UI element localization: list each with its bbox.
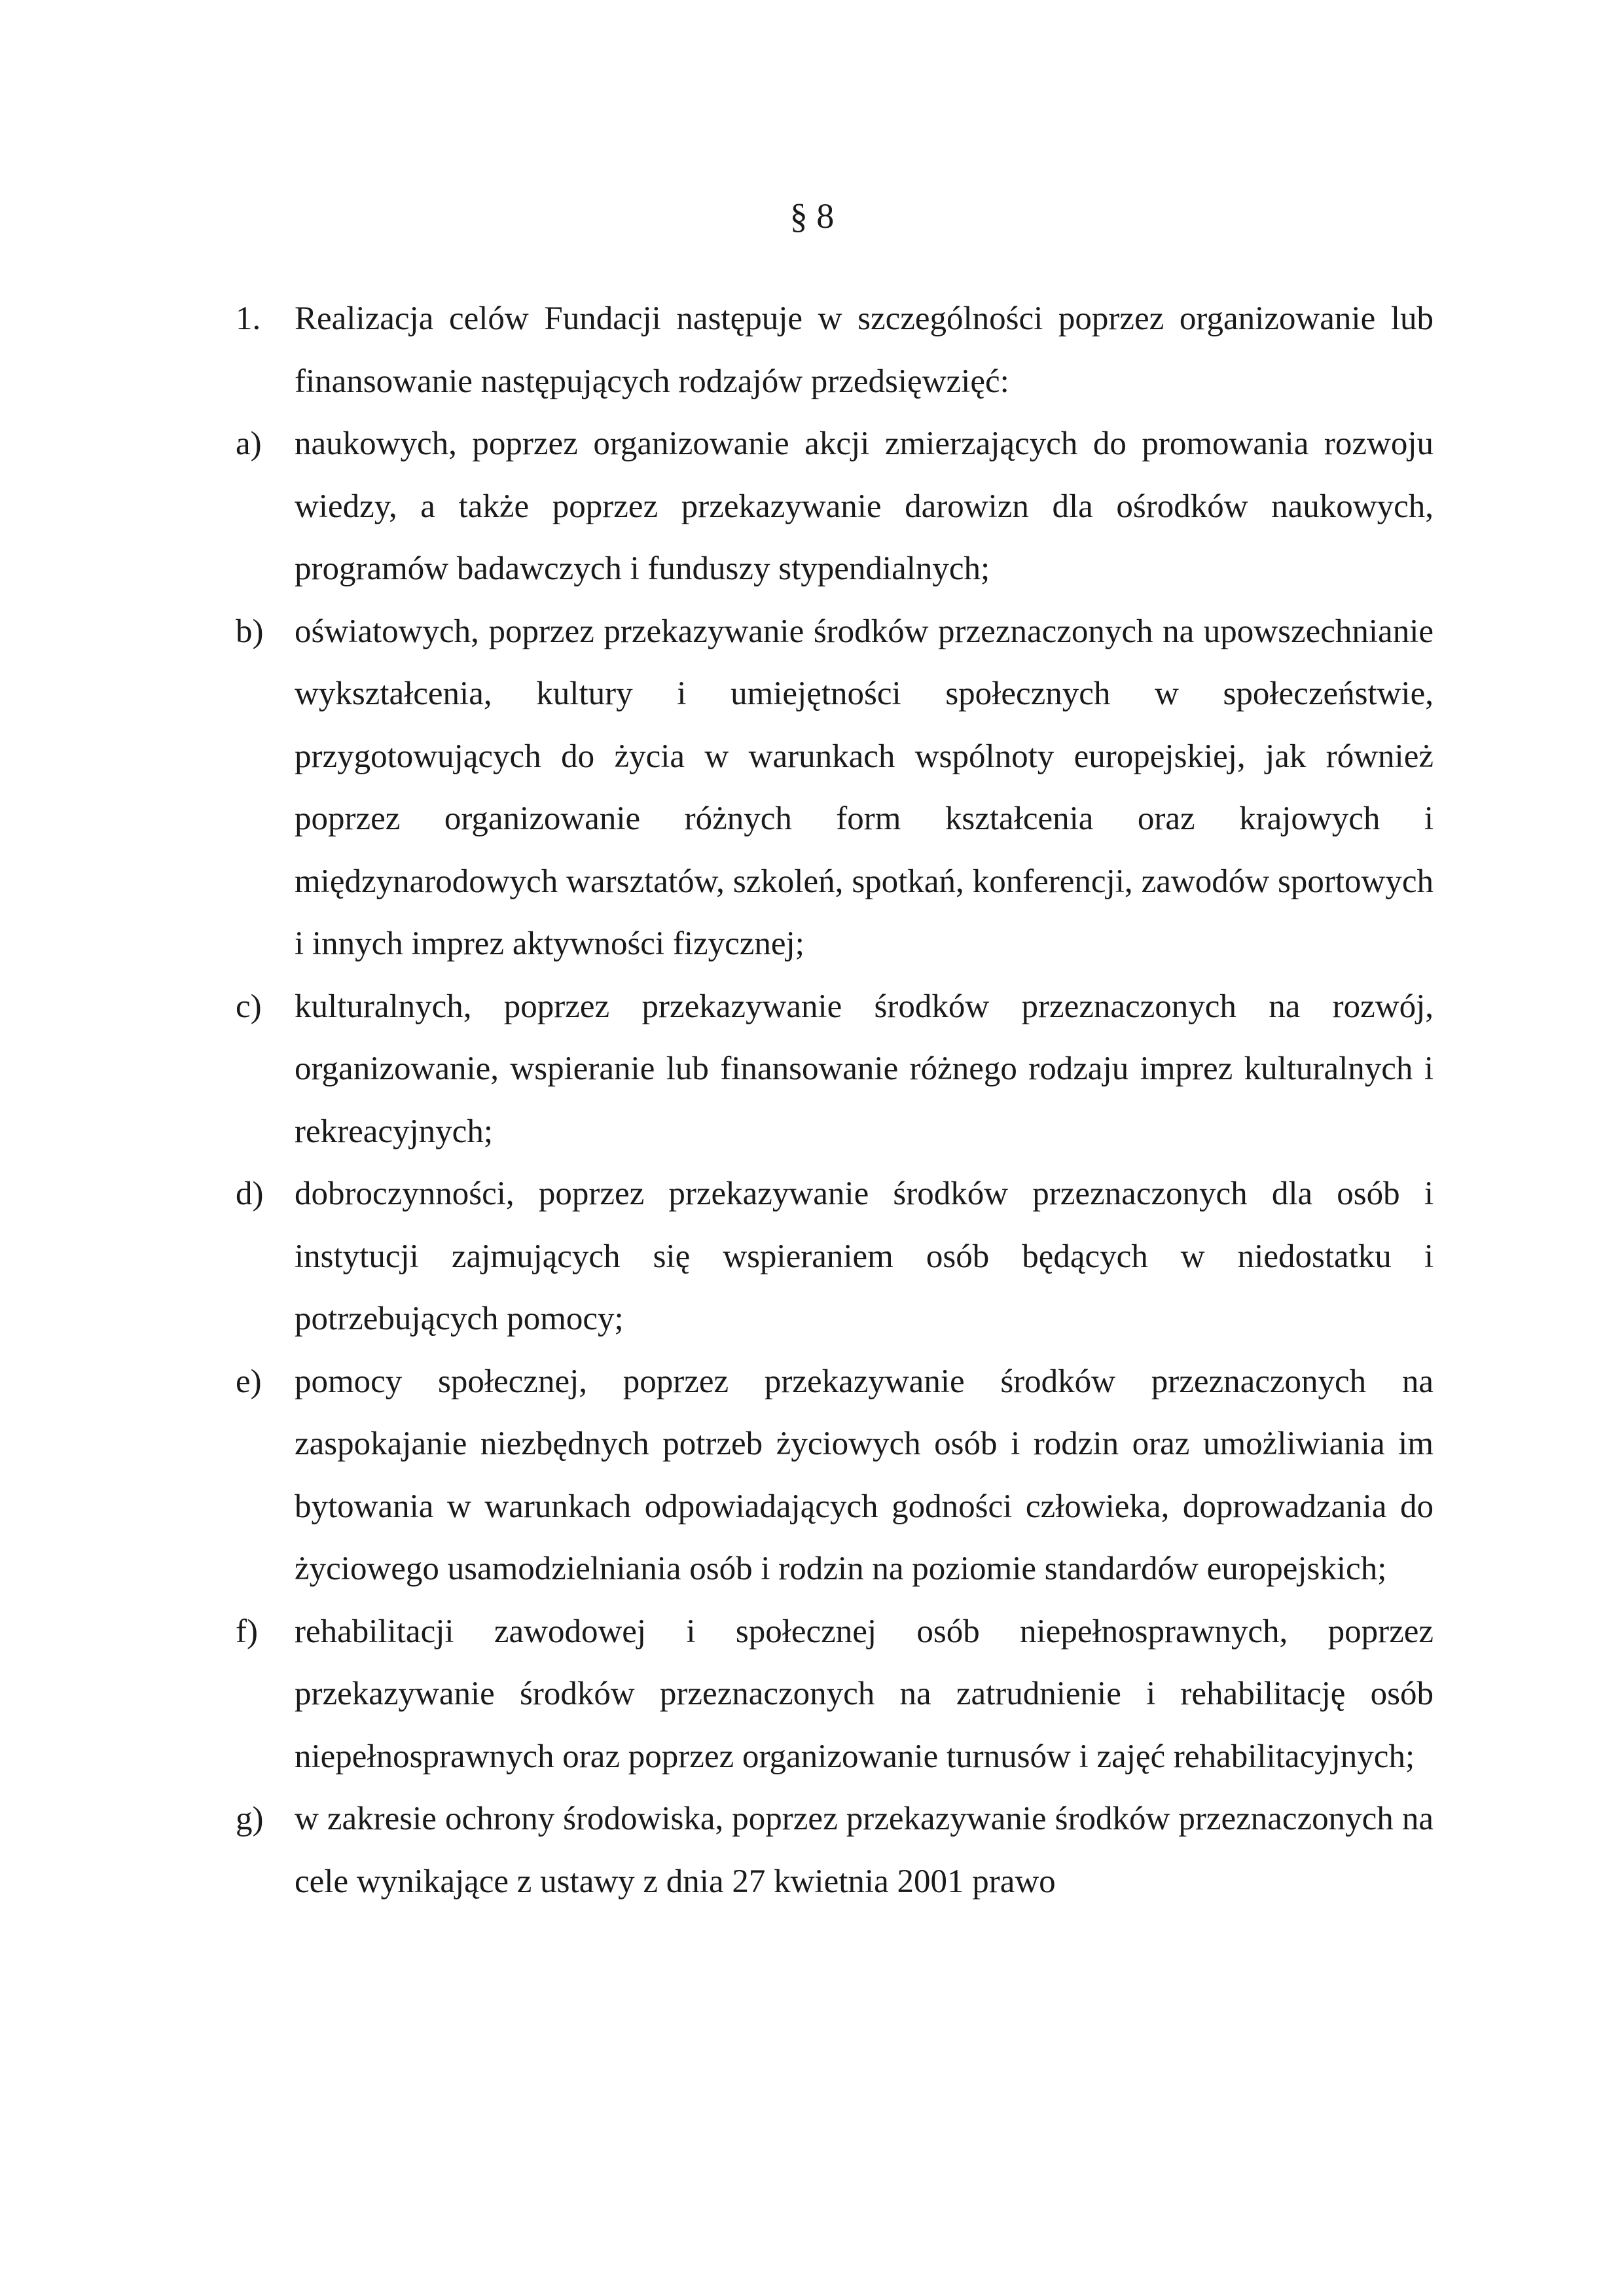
- list-item-e: [236, 1351, 1434, 1601]
- list-item-1: [236, 288, 1434, 413]
- list-item-a: [236, 413, 1434, 601]
- item-marker: g): [236, 1801, 264, 1837]
- item-marker: a): [236, 425, 262, 462]
- item-marker: 1.: [236, 300, 261, 337]
- section-heading: § 8: [789, 196, 835, 236]
- item-marker: e): [236, 1363, 262, 1400]
- list-item-d: [236, 1163, 1434, 1351]
- item-marker: d): [236, 1175, 264, 1212]
- item-text: naukowych, poprzez organizowanie akcji zmierzających do promowania rozwoju wiedzy, a także poprzez przekazywanie darowizn dla ośrodków naukowych, programów badawczych i funduszy stypendialnych;: [295, 425, 1434, 587]
- list-item-f: [236, 1601, 1434, 1789]
- list-item-c: [236, 976, 1434, 1164]
- item-marker: b): [236, 613, 264, 650]
- list-item-g: [236, 1788, 1434, 1913]
- item-text: rehabilitacji zawodowej i społecznej osób niepełnosprawnych, poprzez przekazywanie środków przeznaczonych na zatrudnienie i rehabilitację osób niepełnosprawnych oraz poprzez organizowanie turnusów i zajęć rehabilitacyjnych;: [295, 1613, 1434, 1775]
- item-text: w zakresie ochrony środowiska, poprzez przekazywanie środków przeznaczonych na cele wynikające z ustawy z dnia 27 kwietnia 2001 prawo: [295, 1801, 1434, 1900]
- item-text: oświatowych, poprzez przekazywanie środków przeznaczonych na upowszechnianie wykształcenia, kultury i umiejętności społecznych w społeczeństwie, przygotowujących do życia w warunkach wspólnoty europejskiej, jak również poprzez organizowanie różnych form kształcenia oraz krajowych i międzynarodowych warsztatów, szkoleń, spotkań, konferencji, zawodów sportowych i innych imprez aktywności fizycznej;: [295, 613, 1434, 962]
- item-text: kulturalnych, poprzez przekazywanie środków przeznaczonych na rozwój, organizowanie, wspieranie lub finansowanie różnego rodzaju imprez kulturalnych i rekreacyjnych;: [295, 988, 1434, 1150]
- item-text: pomocy społecznej, poprzez przekazywanie środków przeznaczonych na zaspokajanie niezbędnych potrzeb życiowych osób i rodzin oraz umożliwiania im bytowania w warunkach odpowiadających godności człowieka, doprowadzania do życiowego usamodzielniania osób i rodzin na poziomie standardów europejskich;: [295, 1363, 1434, 1587]
- list-item-b: [236, 601, 1434, 976]
- item-marker: c): [236, 988, 262, 1025]
- item-marker: f): [236, 1613, 258, 1650]
- item-text: Realizacja celów Fundacji następuje w szczególności poprzez organizowanie lub finansowanie następujących rodzajów przedsięwzięć:: [295, 300, 1434, 400]
- provision-list: [236, 288, 1434, 1913]
- item-text: dobroczynności, poprzez przekazywanie środków przeznaczonych dla osób i instytucji zajmujących się wspieraniem osób będących w niedostatku i potrzebujących pomocy;: [295, 1175, 1434, 1337]
